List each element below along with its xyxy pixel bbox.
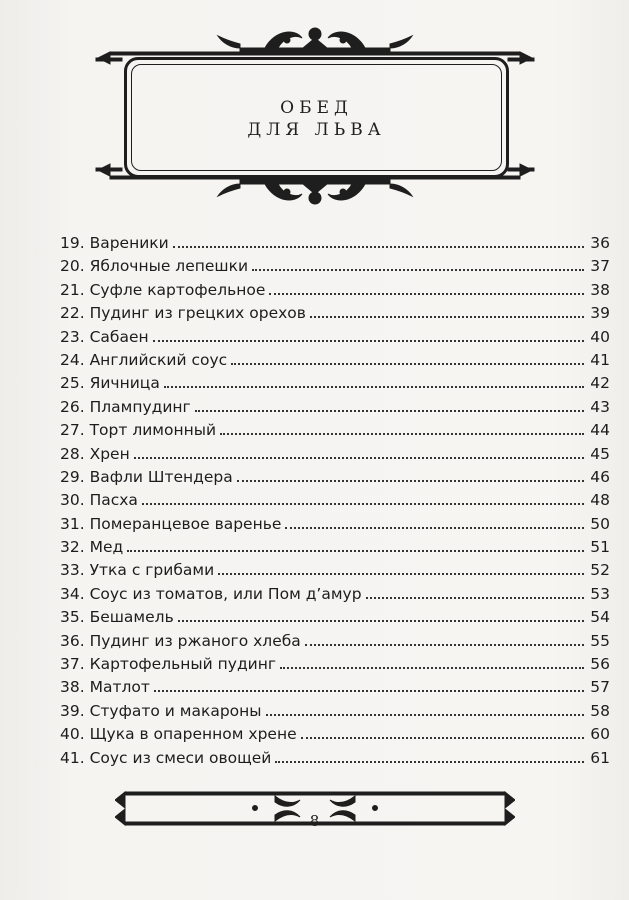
entry-page-number: 37 xyxy=(590,257,610,276)
contents-entry xyxy=(60,702,610,725)
dot-leader xyxy=(310,316,584,318)
entry-title: 32. Мед xyxy=(60,538,124,557)
entry-page-number: 60 xyxy=(590,725,610,744)
contents-entry xyxy=(60,351,610,374)
contents-entry xyxy=(60,328,610,351)
contents-entry xyxy=(60,632,610,655)
entry-page-number: 39 xyxy=(590,304,610,323)
dot-leader xyxy=(173,246,584,248)
entry-page-number: 42 xyxy=(590,374,610,393)
entry-page-number: 58 xyxy=(590,701,610,720)
entry-title: 35. Бешамель xyxy=(60,608,174,627)
chapter-title-line2: ДЛЯ ЛЬВА xyxy=(247,120,386,140)
dot-leader xyxy=(220,433,584,435)
entry-page-number: 43 xyxy=(590,397,610,416)
entry-title: 21. Суфле картофельное xyxy=(60,280,266,299)
contents-list xyxy=(60,234,610,772)
entry-page-number: 44 xyxy=(590,421,610,440)
entry-title: 30. Пасха xyxy=(60,491,138,510)
entry-title: 34. Соус из томатов, или Пом д’амур xyxy=(60,584,362,603)
entry-title: 27. Торт лимонный xyxy=(60,421,217,440)
entry-page-number: 57 xyxy=(590,678,610,697)
entry-title: 28. Хрен xyxy=(60,444,130,463)
entry-page-number: 46 xyxy=(590,467,610,486)
entry-page-number: 41 xyxy=(590,350,610,369)
page-number: 8 xyxy=(309,812,320,830)
dot-leader xyxy=(301,737,584,739)
entry-title: 36. Пудинг из ржаного хлеба xyxy=(60,631,301,650)
contents-entry xyxy=(60,445,610,468)
dot-leader xyxy=(218,573,584,575)
footer-ornament xyxy=(115,782,515,840)
contents-entry xyxy=(60,398,610,421)
entry-page-number: 48 xyxy=(590,491,610,510)
dot-leader xyxy=(275,761,584,763)
contents-entry xyxy=(60,468,610,491)
dot-leader xyxy=(305,644,584,646)
contents-entry xyxy=(60,234,610,257)
entry-title: 38. Матлот xyxy=(60,678,150,697)
contents-entry xyxy=(60,725,610,748)
entry-title: 23. Сабаен xyxy=(60,327,149,346)
contents-entry xyxy=(60,608,610,631)
entry-title: 22. Пудинг из грецких орехов xyxy=(60,304,306,323)
entry-page-number: 52 xyxy=(590,561,610,580)
dot-leader xyxy=(142,503,584,505)
entry-title: 19. Вареники xyxy=(60,234,169,252)
contents-entry xyxy=(60,257,610,280)
dot-leader xyxy=(134,457,584,459)
entry-page-number: 38 xyxy=(590,280,610,299)
contents-entry xyxy=(60,538,610,561)
dot-leader xyxy=(285,527,584,529)
contents-entry xyxy=(60,585,610,608)
dot-leader xyxy=(153,340,584,342)
entry-title: 41. Соус из смеси овощей xyxy=(60,748,272,767)
entry-title: 37. Картофельный пудинг xyxy=(60,655,277,674)
dot-leader xyxy=(252,269,584,271)
contents-entry xyxy=(60,304,610,327)
entry-page-number: 61 xyxy=(590,748,610,767)
dot-leader xyxy=(127,550,584,552)
contents-entry xyxy=(60,655,610,678)
contents-entry xyxy=(60,561,610,584)
entry-title: 26. Плампудинг xyxy=(60,397,191,416)
entry-title: 33. Утка с грибами xyxy=(60,561,215,580)
contents-entry xyxy=(60,678,610,701)
entry-title: 25. Яичница xyxy=(60,374,160,393)
entry-page-number: 40 xyxy=(590,327,610,346)
dot-leader xyxy=(266,714,584,716)
dot-leader xyxy=(269,293,584,295)
contents-entry xyxy=(60,281,610,304)
entry-page-number: 51 xyxy=(590,538,610,557)
entry-title: 24. Английский соус xyxy=(60,350,228,369)
entry-page-number: 36 xyxy=(590,234,610,252)
entry-title: 39. Стуфато и макароны xyxy=(60,701,262,720)
contents-entry xyxy=(60,515,610,538)
contents-entry xyxy=(60,421,610,444)
entry-page-number: 45 xyxy=(590,444,610,463)
entry-page-number: 56 xyxy=(590,655,610,674)
dot-leader xyxy=(237,480,584,482)
entry-title: 31. Померанцевое варенье xyxy=(60,514,282,533)
entry-title: 29. Вафли Штендера xyxy=(60,467,233,486)
dot-leader xyxy=(231,363,584,365)
contents-entry xyxy=(60,374,610,397)
dot-leader xyxy=(366,597,584,599)
dot-leader xyxy=(280,667,584,669)
contents-entry xyxy=(60,749,610,772)
entry-page-number: 54 xyxy=(590,608,610,627)
contents-entry xyxy=(60,491,610,514)
dot-leader xyxy=(178,620,584,622)
entry-page-number: 50 xyxy=(590,514,610,533)
entry-page-number: 53 xyxy=(590,584,610,603)
dot-leader xyxy=(154,690,584,692)
entry-page-number: 55 xyxy=(590,631,610,650)
entry-title: 20. Яблочные лепешки xyxy=(60,257,249,276)
dot-leader xyxy=(195,410,584,412)
dot-leader xyxy=(164,386,584,388)
entry-title: 40. Щука в опаренном хрене xyxy=(60,725,297,744)
chapter-title-line1: ОБЕД xyxy=(280,98,353,118)
